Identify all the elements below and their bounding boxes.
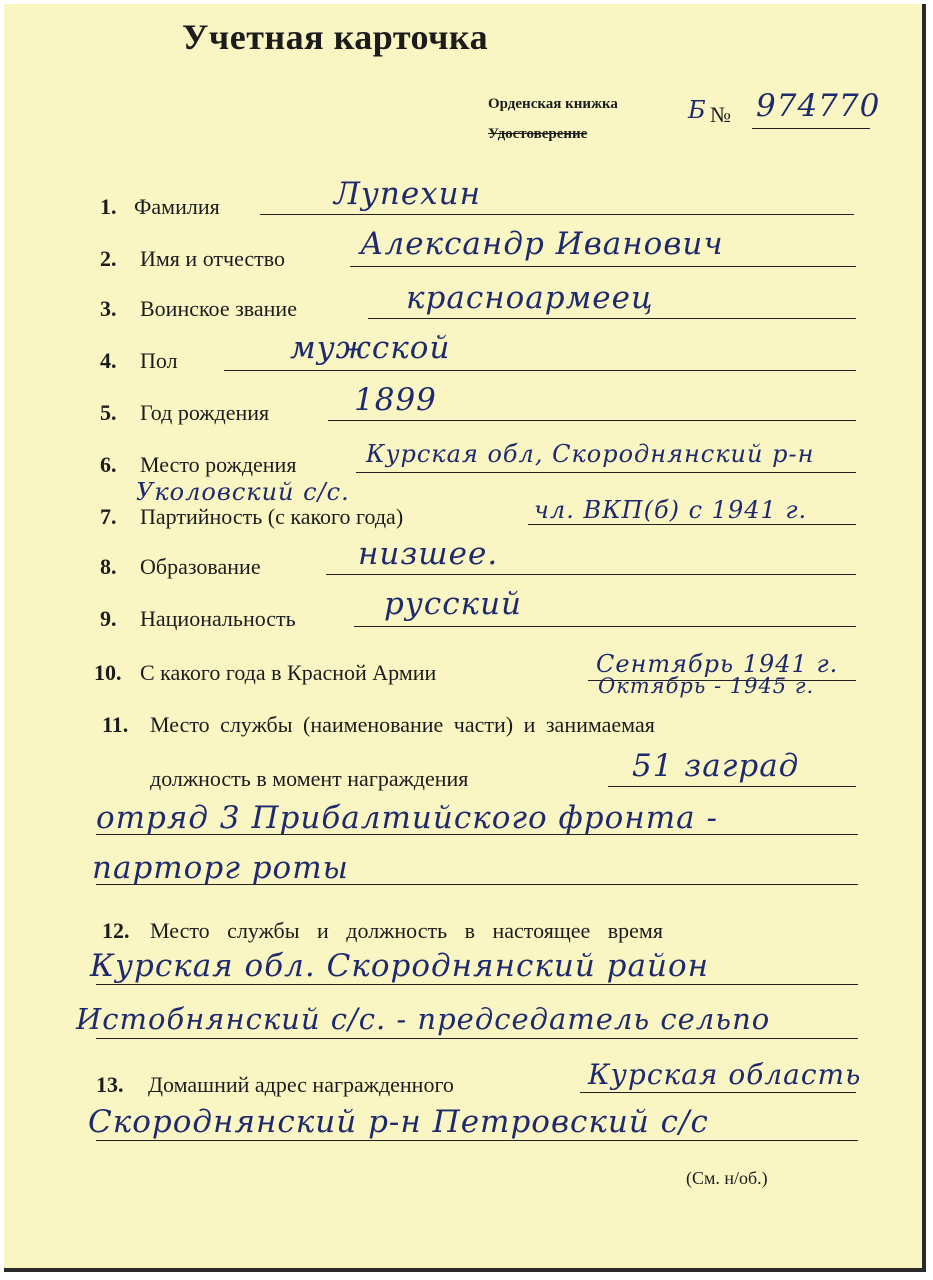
doc-number: 974770 bbox=[756, 88, 881, 124]
field-5-line bbox=[328, 420, 856, 421]
field-12-line-2 bbox=[96, 1038, 858, 1039]
field-4-number: 4. bbox=[100, 348, 117, 373]
field-8-number: 8. bbox=[100, 554, 117, 579]
field-3-line bbox=[368, 318, 856, 319]
field-10-label: С какого года в Красной Армии bbox=[140, 660, 437, 685]
field-5-label: Год рождения bbox=[140, 400, 270, 425]
field-7-value: чл. ВКП(б) с 1941 г. bbox=[534, 496, 808, 524]
field-11-line-3 bbox=[96, 884, 858, 885]
field-11-label-cont: должность в момент награждения bbox=[150, 766, 469, 791]
field-1-line bbox=[260, 214, 854, 215]
field-2-line bbox=[350, 266, 856, 267]
number-sign: № bbox=[710, 102, 731, 127]
field-6-label: Место рождения bbox=[140, 452, 297, 477]
field-6-value: Курская обл, Скороднянский р-н bbox=[366, 440, 815, 468]
field-3-number: 3. bbox=[100, 296, 117, 321]
see-reverse-note: (См. н/об.) bbox=[686, 1168, 768, 1188]
field-8-label: Образование bbox=[140, 554, 261, 579]
doc-series: Б bbox=[688, 96, 707, 124]
field-9-value: русский bbox=[384, 586, 522, 622]
field-10-value: Сентябрь 1941 г. bbox=[596, 650, 839, 678]
field-11-line bbox=[608, 786, 856, 787]
field-12-value: Курская обл. Скороднянский район bbox=[90, 948, 710, 984]
field-8-value: низшее. bbox=[358, 536, 499, 572]
field-2-number: 2. bbox=[100, 246, 117, 271]
doc-type-struck-label: Удостоверение bbox=[488, 126, 588, 142]
doc-type-label: Орденская книжка bbox=[488, 96, 618, 112]
field-13-label: Домашний адрес награжденного bbox=[148, 1072, 454, 1097]
field-11-number: 11. bbox=[102, 712, 129, 737]
field-12-label: Место службы и должность в настоящее время bbox=[150, 918, 663, 943]
field-10-value-cont: Октябрь - 1945 г. bbox=[598, 674, 815, 698]
record-card bbox=[4, 4, 926, 1272]
field-4-value: мужской bbox=[290, 330, 451, 366]
field-11-line-2 bbox=[96, 834, 858, 835]
field-5-number: 5. bbox=[100, 400, 117, 425]
doc-number-underline bbox=[752, 128, 870, 129]
field-2-value: Александр Иванович bbox=[360, 226, 724, 262]
field-3-label: Воинское звание bbox=[140, 296, 297, 321]
field-4-label: Пол bbox=[140, 348, 178, 373]
field-11-value-cont-2: парторг роты bbox=[92, 850, 349, 886]
field-6-value-cont: Уколовский с/с. bbox=[136, 478, 350, 506]
field-12-line bbox=[96, 984, 858, 985]
field-7-label: Партийность (с какого года) bbox=[140, 504, 404, 529]
field-2-label: Имя и отчество bbox=[140, 246, 286, 271]
field-13-number: 13. bbox=[96, 1072, 124, 1097]
field-7-number: 7. bbox=[100, 504, 117, 529]
field-13-value: Курская область bbox=[588, 1058, 862, 1091]
field-12-value-cont: Истобнянский с/с. - председатель сельпо bbox=[76, 1002, 771, 1036]
field-5-value: 1899 bbox=[354, 382, 437, 418]
field-7-line bbox=[528, 524, 856, 525]
field-8-line bbox=[326, 574, 856, 575]
field-1-value: Лупехин bbox=[334, 176, 482, 212]
field-6-number: 6. bbox=[100, 452, 117, 477]
field-9-line bbox=[354, 626, 856, 627]
card-title: Учетная карточка bbox=[182, 17, 489, 57]
field-9-label: Национальность bbox=[140, 606, 296, 631]
field-3-value: красноармеец bbox=[406, 280, 654, 316]
field-10-number: 10. bbox=[94, 660, 122, 685]
field-12-number: 12. bbox=[102, 918, 130, 943]
field-1-label: Фамилия bbox=[134, 194, 220, 219]
field-13-line bbox=[580, 1092, 856, 1093]
field-13-value-cont: Скороднянский р-н Петровский с/с bbox=[88, 1104, 709, 1140]
field-1-number: 1. bbox=[100, 194, 117, 219]
field-11-value: 51 заград bbox=[632, 748, 800, 784]
field-9-number: 9. bbox=[100, 606, 117, 631]
field-11-value-cont: отряд 3 Прибалтийского фронта - bbox=[96, 800, 718, 836]
field-6-line bbox=[356, 472, 856, 473]
field-11-label: Место службы (наименование части) и занимаемая bbox=[150, 712, 655, 737]
field-13-line-2 bbox=[96, 1140, 858, 1141]
field-4-line bbox=[224, 370, 856, 371]
